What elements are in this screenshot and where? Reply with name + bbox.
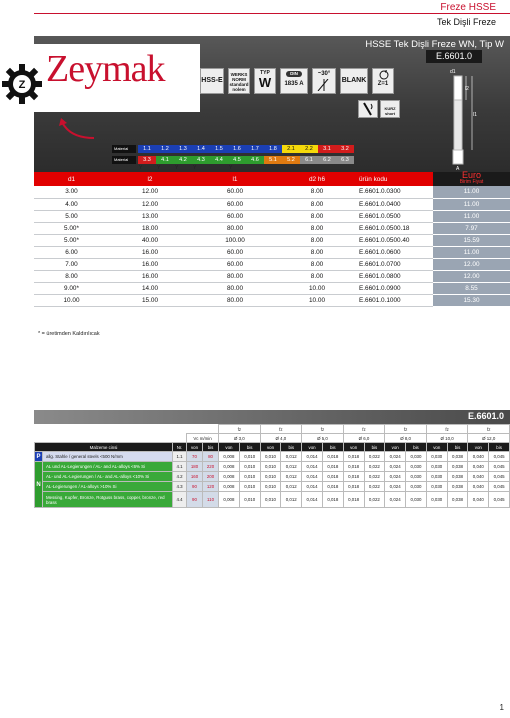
coolant-icon: [359, 101, 377, 117]
von-label: von: [385, 443, 406, 452]
table-cell: 8.00: [279, 234, 355, 246]
col-product-code: ürün kodu: [355, 172, 433, 186]
table-cell: 80.00: [191, 270, 279, 282]
helix-angle-label: ~30°: [317, 71, 331, 77]
blank-badge: [340, 68, 368, 94]
material-cell: 5.2: [282, 156, 300, 164]
table-cell: 80.00: [191, 294, 279, 306]
table-row: [34, 234, 510, 246]
cutting-row: [35, 452, 510, 462]
table-cell: 8.00: [279, 258, 355, 270]
blank-label: BLANK: [341, 77, 367, 84]
fz-value: 0,040: [468, 492, 489, 508]
table-cell: 10.00: [279, 294, 355, 306]
table-row: [34, 198, 510, 210]
single-tooth-icon: [377, 70, 391, 80]
material-cell: 4.4: [210, 156, 228, 164]
page-number: 1: [499, 703, 504, 712]
bis-label: bis: [364, 443, 385, 452]
price-cell: 11.00: [433, 246, 510, 258]
fz-value: 0,030: [426, 482, 447, 492]
bis-label: bis: [447, 443, 468, 452]
table-row: [34, 270, 510, 282]
cutting-row: [35, 482, 510, 492]
table-cell: 60.00: [191, 198, 279, 210]
cutting-data-header: [34, 410, 510, 424]
von-label: von: [468, 443, 489, 452]
end-mill-drawing: [440, 64, 480, 172]
fz-value: 0,045: [489, 472, 510, 482]
bis-label: bis: [239, 443, 260, 452]
material-cell: 3.1: [318, 145, 336, 153]
fz-value: 0,024: [385, 462, 406, 472]
vc-value: 200: [203, 472, 219, 482]
bis-label: bis: [203, 443, 219, 452]
fz-value: 0,010: [260, 472, 281, 482]
fz-value: 0,030: [426, 452, 447, 462]
fz-value: 0,018: [322, 452, 343, 462]
col-euro: [433, 172, 510, 186]
table-cell: 5.00*: [34, 234, 109, 246]
material-mark: Y: [175, 165, 179, 171]
hsse-badge: [200, 68, 224, 94]
von-label: von: [343, 443, 364, 452]
fz-header-row: [35, 425, 510, 434]
material-cell: 3.2: [336, 145, 354, 153]
fz-value: 0,030: [406, 472, 427, 482]
fz-value: 0,010: [239, 492, 260, 508]
fz-value: 0,018: [322, 482, 343, 492]
cutting-data-code: E.6601.0: [467, 411, 504, 421]
page-subtitle: Tek Dişli Freze: [436, 17, 496, 27]
diameter-label: Ø 5,0: [302, 434, 344, 443]
empty-cell: [35, 425, 219, 434]
table-cell: E.6601.0.1000: [355, 294, 433, 306]
fz-value: 0,040: [468, 462, 489, 472]
fz-value: 0,018: [322, 492, 343, 508]
diameter-label: Ø 8,0: [385, 434, 427, 443]
col-d2: d2 h6: [279, 172, 355, 186]
din-badge: [280, 68, 308, 94]
fz-value: 0,010: [260, 452, 281, 462]
fz-label: fz: [468, 425, 510, 434]
fz-value: 0,018: [322, 462, 343, 472]
fz-label: fz: [343, 425, 385, 434]
euro-sub-label: Birim Fiyat: [459, 179, 484, 185]
gear-icon: [0, 62, 44, 106]
material-mark: Y: [157, 165, 161, 171]
table-row: [34, 186, 510, 198]
fz-value: 0,008: [219, 492, 240, 508]
material-cell: 4.5: [228, 156, 246, 164]
material-nr: 4.3: [173, 482, 187, 492]
vc-value: 220: [203, 462, 219, 472]
type-badge: [254, 68, 276, 94]
material-cell: 2.2: [300, 145, 318, 153]
dim-l1-label: l1: [473, 112, 477, 118]
table-cell: 8.00: [279, 186, 355, 198]
vc-value: 180: [187, 462, 203, 472]
werk-line: NORM: [232, 77, 246, 82]
din-value: 1835 A: [284, 81, 304, 87]
cutting-row: [35, 492, 510, 508]
fz-value: 0,024: [385, 452, 406, 462]
fz-value: 0,038: [447, 472, 468, 482]
fz-value: 0,045: [489, 492, 510, 508]
fz-value: 0,038: [447, 462, 468, 472]
table-cell: 40.00: [109, 234, 191, 246]
material-cell: 2.1: [282, 145, 300, 153]
table-row: [34, 282, 510, 294]
material-mark: Y: [193, 165, 197, 171]
table-row: [34, 258, 510, 270]
vc-value: 90: [187, 492, 203, 508]
panel-title: HSSE Tek Dişli Freze WN, Tip W: [365, 39, 504, 50]
material-cell: 1.6: [228, 145, 246, 153]
table-cell: 12.00: [109, 186, 191, 198]
vc-value: 80: [203, 452, 219, 462]
type-value: W: [258, 75, 272, 90]
table-row: [34, 222, 510, 234]
table-cell: 8.00: [279, 270, 355, 282]
table-cell: E.6601.0.0900: [355, 282, 433, 294]
material-cell: 1.2: [156, 145, 174, 153]
vc-value: 90: [187, 482, 203, 492]
table-cell: 12.00: [109, 198, 191, 210]
table-cell: E.6601.0.0400: [355, 198, 433, 210]
vc-value: 110: [203, 492, 219, 508]
material-row-label: Material: [112, 145, 136, 153]
fz-value: 0,008: [219, 452, 240, 462]
table-cell: 60.00: [191, 246, 279, 258]
fz-label: fz: [426, 425, 468, 434]
vc-label: Vc m/min: [187, 434, 219, 443]
material-nr: 4.4: [173, 492, 187, 508]
price-cell: 12.00: [433, 270, 510, 282]
fz-value: 0,040: [468, 482, 489, 492]
fz-value: 0,030: [406, 482, 427, 492]
table-cell: E.6601.0.0600: [355, 246, 433, 258]
material-cell: 1.3: [174, 145, 192, 153]
table-cell: 16.00: [109, 246, 191, 258]
material-nr: 4.1: [173, 462, 187, 472]
material-name: allg. Stahle / general steels <500 N/mm: [43, 452, 173, 462]
fz-label: fz: [302, 425, 344, 434]
fz-value: 0,014: [302, 452, 323, 462]
fz-value: 0,012: [281, 452, 302, 462]
table-row: [34, 210, 510, 222]
table-cell: 8.00: [34, 270, 109, 282]
table-cell: 4.00: [34, 198, 109, 210]
fz-value: 0,012: [281, 462, 302, 472]
price-cell: 11.00: [433, 186, 510, 198]
fz-value: 0,018: [322, 472, 343, 482]
material-cell: 1.8: [264, 145, 282, 153]
table-cell: 100.00: [191, 234, 279, 246]
price-cell: 8.55: [433, 282, 510, 294]
col-l2: l2: [109, 172, 191, 186]
table-cell: 80.00: [191, 282, 279, 294]
swoosh-arrow-icon: [56, 116, 96, 142]
material-cell: 4.2: [174, 156, 192, 164]
empty-cell: [35, 434, 187, 443]
material-name: AL und AL-Legierungen / AL- and AL-alloys <6% Si: [43, 462, 173, 472]
material-cell: 3.3: [138, 156, 156, 164]
cutting-row: [35, 472, 510, 482]
werk-line: WERKS: [230, 72, 248, 77]
table-cell: 6.00: [34, 246, 109, 258]
table-cell: 5.00: [34, 210, 109, 222]
price-cell: 7.97: [433, 222, 510, 234]
fz-value: 0,008: [219, 472, 240, 482]
price-cell: 15.59: [433, 234, 510, 246]
product-code-box: E.6601.0: [426, 50, 482, 63]
fz-value: 0,038: [447, 482, 468, 492]
material-cell: 6.2: [318, 156, 336, 164]
fz-value: 0,010: [239, 472, 260, 482]
coolant-badge: [358, 100, 378, 118]
table-cell: 9.00*: [34, 282, 109, 294]
fz-value: 0,008: [219, 482, 240, 492]
fz-value: 0,018: [343, 472, 364, 482]
material-name: AL- und AL-Legierungen / AL- and AL-alloys <10% Si: [43, 472, 173, 482]
werk-line: nolem: [232, 87, 246, 92]
price-cell: 11.00: [433, 198, 510, 210]
von-label: von: [219, 443, 240, 452]
fz-value: 0,030: [406, 492, 427, 508]
fz-value: 0,030: [426, 462, 447, 472]
von-bis-header-row: [35, 443, 510, 452]
type-label: TYP: [260, 70, 270, 76]
col-l1: l1: [191, 172, 279, 186]
fz-value: 0,024: [385, 482, 406, 492]
dim-l2-label: l2: [465, 86, 469, 92]
dimension-table: [34, 172, 510, 307]
table-cell: 8.00: [279, 246, 355, 258]
fz-value: 0,022: [364, 472, 385, 482]
cutting-data-table: [34, 424, 510, 508]
table-row: [34, 246, 510, 258]
short-shank-badge: [380, 100, 400, 118]
fz-value: 0,030: [426, 472, 447, 482]
price-cell: 15.30: [433, 294, 510, 306]
fz-value: 0,010: [239, 482, 260, 492]
fz-value: 0,010: [239, 452, 260, 462]
teeth-label: Z=1: [377, 81, 389, 87]
table-cell: E.6601.0.0300: [355, 186, 433, 198]
bis-label: bis: [281, 443, 302, 452]
bis-label: bis: [489, 443, 510, 452]
fz-value: 0,030: [406, 462, 427, 472]
table-cell: 13.00: [109, 210, 191, 222]
hsse-label: HSS-E: [201, 77, 223, 84]
table-cell: 8.00: [279, 210, 355, 222]
material-row-label: Material: [112, 156, 136, 164]
fz-label: fz: [260, 425, 302, 434]
material-cell: 5.1: [264, 156, 282, 164]
fz-value: 0,022: [364, 482, 385, 492]
material-nr: 4.2: [173, 472, 187, 482]
price-cell: 11.00: [433, 210, 510, 222]
fz-value: 0,022: [364, 492, 385, 508]
material-cell: 6.1: [300, 156, 318, 164]
nr-header: Nr.: [173, 443, 187, 452]
material-cell: 1.4: [192, 145, 210, 153]
vc-value: 70: [187, 452, 203, 462]
col-d1: d1: [34, 172, 109, 186]
table-cell: 7.00: [34, 258, 109, 270]
fz-value: 0,045: [489, 462, 510, 472]
werksnorm-badge: [228, 68, 250, 94]
table-cell: 18.00: [109, 222, 191, 234]
material-name: Messing, Kupfer, Bronze, Rotguss brass, copper, bronze, red brass: [43, 492, 173, 508]
fz-value: 0,010: [239, 462, 260, 472]
table-cell: 60.00: [191, 186, 279, 198]
material-cell: 4.3: [192, 156, 210, 164]
material-cell: 6.3: [336, 156, 354, 164]
material-group-letter: P: [36, 453, 41, 460]
material-nr: 1.1: [173, 452, 187, 462]
fz-value: 0,010: [260, 482, 281, 492]
table-cell: 16.00: [109, 270, 191, 282]
vc-value: 160: [187, 472, 203, 482]
werk-line: standard: [229, 82, 249, 87]
top-divider: [34, 13, 510, 14]
shank-label: A: [456, 166, 460, 172]
table-cell: 14.00: [109, 282, 191, 294]
von-label: von: [260, 443, 281, 452]
table-cell: 80.00: [191, 222, 279, 234]
gear-letter: Z: [18, 79, 26, 91]
material-cell: 4.6: [246, 156, 264, 164]
diameter-header-row: [35, 434, 510, 443]
fz-label: fz: [385, 425, 427, 434]
din-label: DIN: [286, 71, 302, 77]
table-cell: 16.00: [109, 258, 191, 270]
table-cell: 3.00: [34, 186, 109, 198]
fz-value: 0,040: [468, 452, 489, 462]
fz-value: 0,012: [281, 482, 302, 492]
diameter-label: Ø 6,0: [343, 434, 385, 443]
vc-value: 120: [203, 482, 219, 492]
table-cell: 15.00: [109, 294, 191, 306]
table-cell: E.6601.0.0700: [355, 258, 433, 270]
table-cell: E.6601.0.0500.40: [355, 234, 433, 246]
fz-label: fz: [219, 425, 261, 434]
dim-d1-label: d1: [450, 69, 456, 75]
table-cell: E.6601.0.0800: [355, 270, 433, 282]
fz-value: 0,022: [364, 462, 385, 472]
table-cell: 8.00: [279, 198, 355, 210]
bis-label: bis: [406, 443, 427, 452]
fz-value: 0,010: [260, 462, 281, 472]
fz-value: 0,045: [489, 482, 510, 492]
fz-value: 0,030: [406, 452, 427, 462]
von-label: von: [426, 443, 447, 452]
diameter-label: Ø 4,0: [260, 434, 302, 443]
table-cell: 5.00*: [34, 222, 109, 234]
diameter-label: Ø 12,0: [468, 434, 510, 443]
material-group-letter: N: [35, 462, 43, 508]
bis-label: bis: [322, 443, 343, 452]
table-cell: 60.00: [191, 210, 279, 222]
fz-value: 0,010: [260, 492, 281, 508]
fz-value: 0,014: [302, 492, 323, 508]
table-cell: 8.00: [279, 222, 355, 234]
material-mark: Y: [139, 165, 143, 171]
fz-value: 0,045: [489, 452, 510, 462]
table-row: [34, 294, 510, 306]
table-cell: 10.00: [34, 294, 109, 306]
material-cell: 4.1: [156, 156, 174, 164]
fz-value: 0,018: [343, 462, 364, 472]
material-cell: 1.1: [138, 145, 156, 153]
table-cell: E.6601.0.0500: [355, 210, 433, 222]
table-cell: E.6601.0.0500.18: [355, 222, 433, 234]
fz-value: 0,018: [343, 492, 364, 508]
material-mark: Y: [229, 165, 233, 171]
drill-line: short: [385, 111, 395, 116]
material-header: Malzeme cinsi: [35, 443, 173, 452]
fz-value: 0,024: [385, 492, 406, 508]
von-label: von: [187, 443, 203, 452]
table-footnote: * = üretimden Kaldırılıcak: [38, 331, 100, 337]
euro-label: Euro: [461, 170, 481, 180]
table-cell: 10.00: [279, 282, 355, 294]
fz-value: 0,014: [302, 462, 323, 472]
material-cell: 1.7: [246, 145, 264, 153]
material-cell: 1.5: [210, 145, 228, 153]
fz-value: 0,018: [343, 482, 364, 492]
fz-value: 0,038: [447, 492, 468, 508]
price-cell: 12.00: [433, 258, 510, 270]
fz-value: 0,024: [385, 472, 406, 482]
fz-value: 0,022: [364, 452, 385, 462]
teeth-badge: [372, 68, 394, 94]
material-name: AL-Legierungen / AL-alloys >10% Si: [43, 482, 173, 492]
fz-value: 0,012: [281, 492, 302, 508]
fz-value: 0,018: [343, 452, 364, 462]
fz-value: 0,012: [281, 472, 302, 482]
top-title: Freze HSSE: [440, 2, 496, 13]
drill-line: KURZ: [384, 106, 396, 111]
logo-text: Zeymak: [46, 48, 165, 90]
fz-value: 0,014: [302, 472, 323, 482]
diameter-label: Ø 10,0: [426, 434, 468, 443]
fz-value: 0,030: [426, 492, 447, 508]
helix-angle-icon: [314, 79, 334, 91]
fz-value: 0,038: [447, 452, 468, 462]
helix-angle-badge: [312, 68, 336, 94]
fz-value: 0,008: [219, 462, 240, 472]
von-label: von: [302, 443, 323, 452]
fz-value: 0,014: [302, 482, 323, 492]
table-cell: 60.00: [191, 258, 279, 270]
cutting-row: [35, 462, 510, 472]
fz-value: 0,040: [468, 472, 489, 482]
diameter-label: Ø 3,0: [219, 434, 261, 443]
